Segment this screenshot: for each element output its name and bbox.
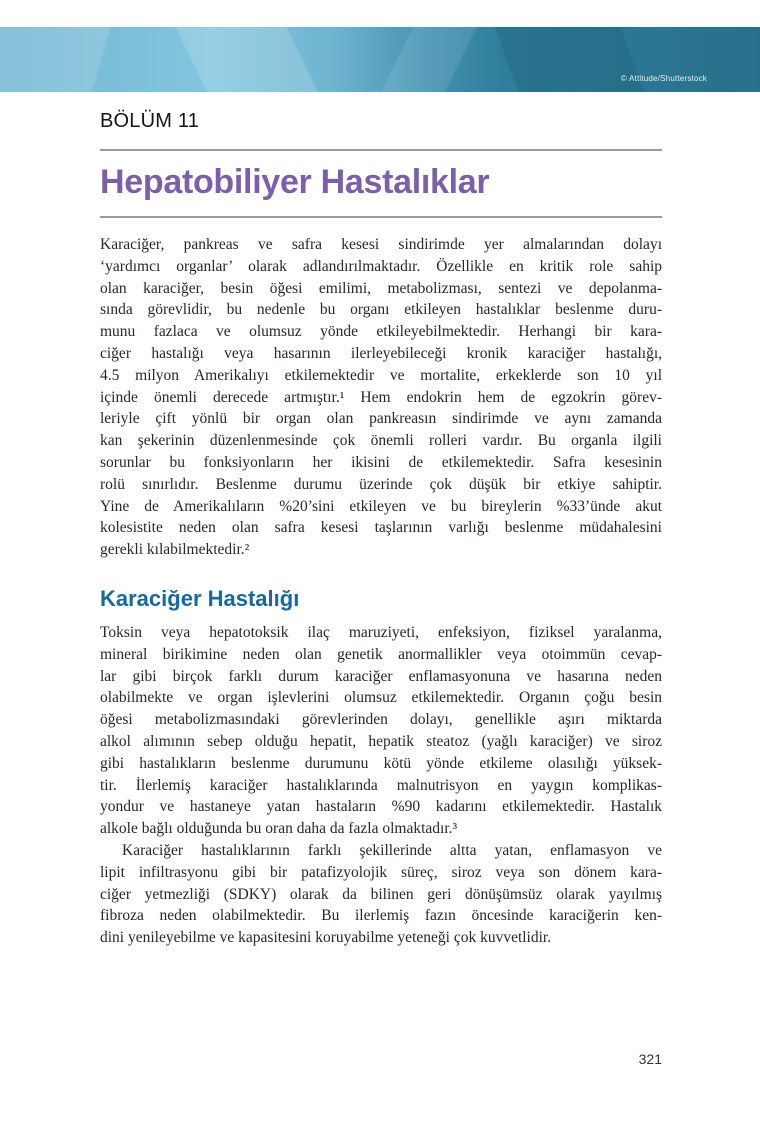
text-line: gibi hastalıkların beslenme durumunu kötü yönde etkileme olasılığı yüksek- xyxy=(100,754,662,772)
text-line: Karaciğer, pankreas ve safra kesesi sindirimde yer almalarından dolayı xyxy=(100,236,662,253)
section-paragraph-1 xyxy=(100,622,662,840)
page-number: 321 xyxy=(638,1051,662,1067)
chapter-title: Hepatobiliyer Hastalıklar xyxy=(100,163,490,201)
text-line: fibroza neden olabilmektedir. Bu ilerlemiş fazın öncesinde karaciğerin ken- xyxy=(100,907,662,925)
text-line: kolesistite neden olan safra kesesi taşlarının varlığı beslenme müdahalesini xyxy=(100,519,662,537)
section-paragraph-2 xyxy=(100,840,662,949)
text-line: alkol alımının sebep olduğu hepatit, hepatik steatoz (yağlı karaciğer) ve siroz xyxy=(100,732,662,750)
chapter-label: BÖLÜM 11 xyxy=(100,110,200,132)
text-line: 4.5 milyon Amerikalıyı etkilemektedir ve mortalite, erkeklerde son 10 yıl xyxy=(100,366,662,384)
text-line: Yine de Amerikalıların %20’sini etkileyen ve bu bireylerin %33’ünde akut xyxy=(100,497,662,515)
text-line: yondur ve hastaneye yatan hastaların %90 kadarını etkilemektedir. Hastalık xyxy=(100,798,662,816)
text-line: lar gibi birçok farklı durum karaciğer enflamasyonuna ve hasarına neden xyxy=(100,667,662,685)
divider-top xyxy=(100,149,662,151)
divider-bottom xyxy=(100,216,662,218)
text-line: leriyle çift yönlü bir organ olan pankreasın sindirimde ve aynı zamanda xyxy=(100,410,662,428)
text-line: mineral birikimine neden olan genetik anormallikler veya otoimmün cevap- xyxy=(100,645,662,663)
text-line: öğesi metabolizmasındaki görevlerinden dolayı, genellikle aşırı miktarda xyxy=(100,711,662,729)
text-line: sında görevlidir, bu nedenle bu organı etkileyen hastalıklar beslenme duru- xyxy=(100,301,662,319)
text-line: Toksin veya hepatotoksik ilaç maruziyeti, enfeksiyon, fiziksel yaralanma, xyxy=(100,623,662,641)
text-line: sorunlar bu fonksiyonların her ikisini de etkilemektedir. Safra kesesinin xyxy=(100,453,662,471)
intro-paragraph xyxy=(100,234,662,561)
text-line: alkole bağlı olduğunda bu oran daha da fazla olmaktadır.³ xyxy=(100,820,458,838)
text-line: rolü sınırlıdır. Beslenme durumu üzerinde çok düşük bir etkiye sahiptir. xyxy=(100,475,662,493)
text-line: ciğer yetmezliği (SDKY) olarak da bilinen geri dönüşümsüz olarak yayılmış xyxy=(100,885,662,903)
text-line: gerekli kılabilmektedir.² xyxy=(100,541,250,559)
text-line: içinde önemli derecede artmıştır.¹ Hem endokrin hem de egzokrin görev- xyxy=(100,388,662,406)
page-content xyxy=(100,110,662,949)
text-line: munu fazlaca ve olumsuz yönde etkileyebilmektedir. Herhangi bir kara- xyxy=(100,323,662,341)
text-line: ‘yardımcı organlar’ olarak adlandırılmaktadır. Özellikle en kritik role sahip xyxy=(100,257,662,275)
photo-credit: © Attitude/Shutterstock xyxy=(620,74,707,83)
text-line: kan şekerinin düzenlenmesinde çok önemli rolleri vardır. Bu organla ilgili xyxy=(100,432,662,450)
text-line: dini yenileyebilme ve kapasitesini koruyabilme yeteneği çok kuvvetlidir. xyxy=(100,929,552,947)
chapter-banner-image xyxy=(0,27,760,92)
text-line: olan karaciğer, besin öğesi emilimi, metabolizması, sentezi ve depolanma- xyxy=(100,279,662,297)
text-line: ciğer hastalığı veya hasarının ilerleyebileceği kronik karaciğer hastalığı, xyxy=(100,344,662,362)
text-line: olabilmekte ve organ işlevlerini olumsuz etkilemektedir. Organın çoğu besin xyxy=(100,689,662,707)
text-line: tir. İlerlemiş karaciğer hastalıklarında malnutrisyon en yaygın komplikas- xyxy=(100,776,662,794)
text-line: lipit infiltrasyonu gibi bir patafizyolojik süreç, siroz veya son dönem kara- xyxy=(100,863,662,881)
text-line: Karaciğer hastalıklarının farklı şekillerinde altta yatan, enflamasyon ve xyxy=(122,841,662,859)
section-heading: Karaciğer Hastalığı xyxy=(100,585,300,611)
